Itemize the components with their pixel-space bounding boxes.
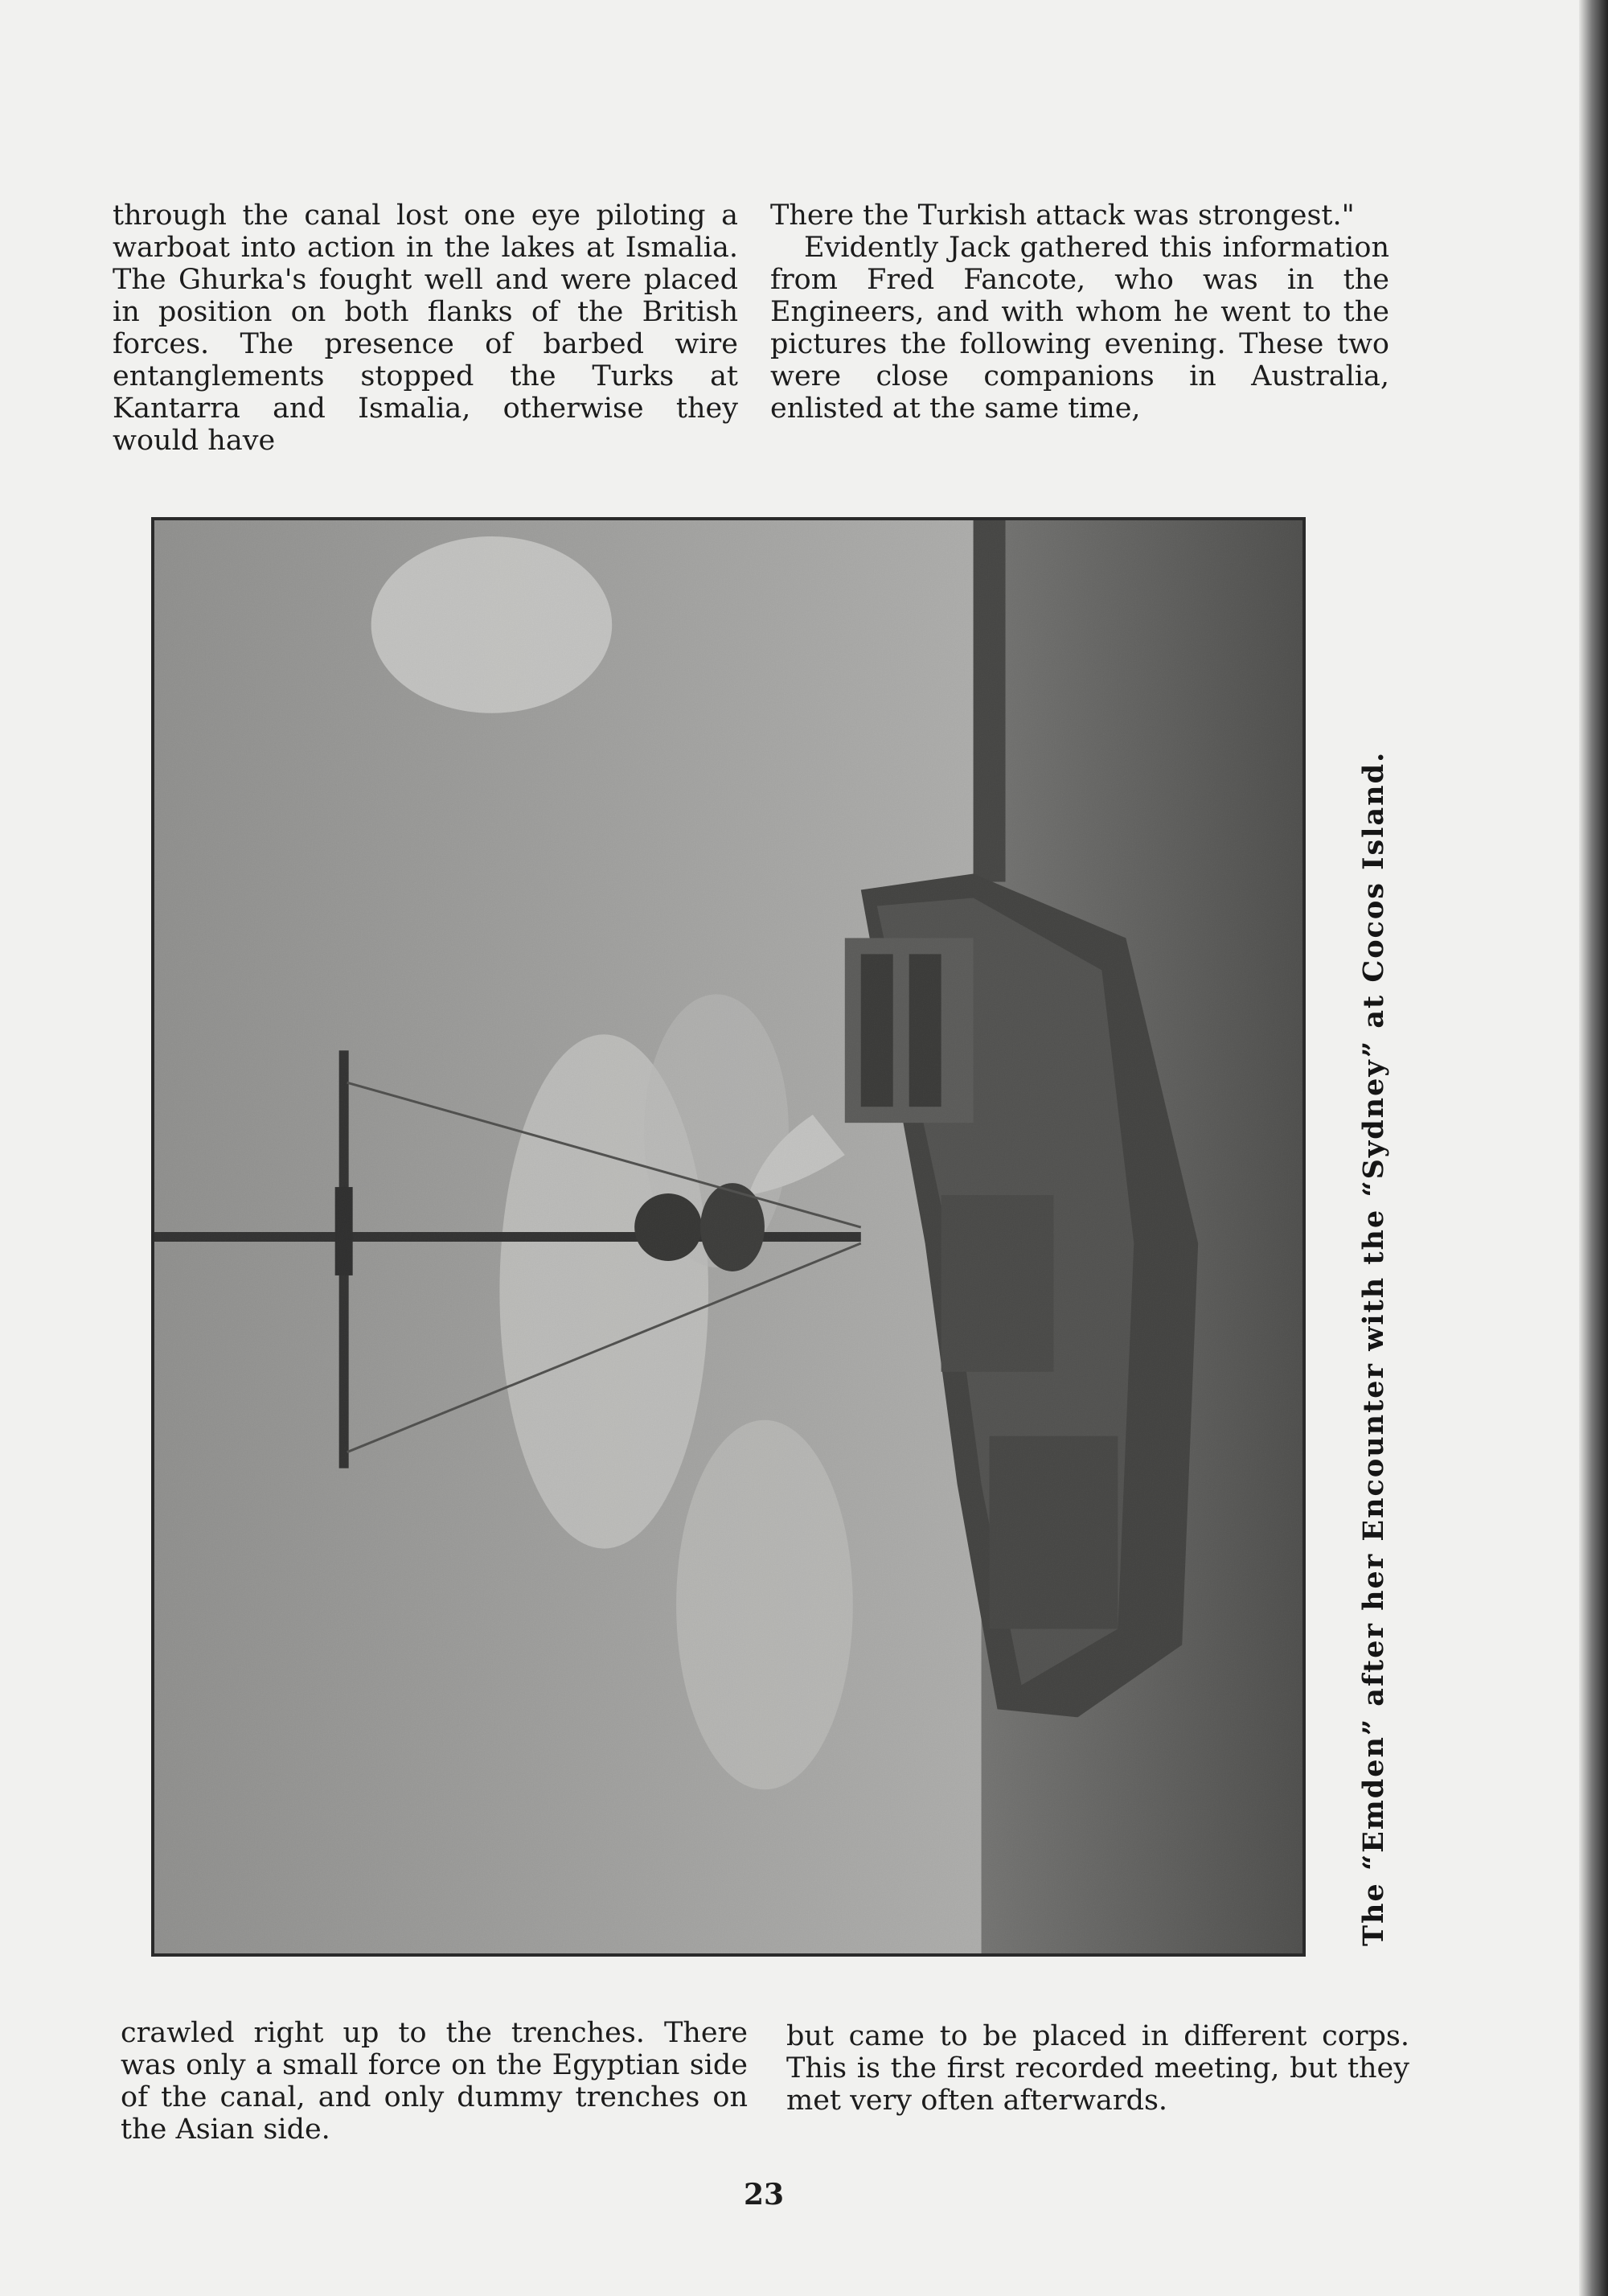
paragraph: but came to be placed in different corps. This is the first recorded meeting, but they met very often afterwards.: [786, 2020, 1409, 2117]
emden-wreck-photo: [154, 520, 1302, 1953]
paragraph: There the Turkish attack was strongest.": [770, 199, 1355, 232]
photo-caption: The “Emden” after her Encounter with the “Sydney” at Cocos Island.: [1357, 750, 1390, 1946]
text-column-top-left: [113, 199, 738, 457]
text-column-bottom-left: [121, 2017, 748, 2146]
text-column-bottom-right: [786, 2020, 1409, 2117]
paragraph: Evidently Jack gathered this information from Fred Fancote, who was in the Engineers, and with whom he went to the pictures the following evening. These two were close companions in Australia, enlisted at the same time,: [770, 232, 1389, 425]
text-column-top-right: [770, 199, 1389, 425]
ship-photograph: [151, 517, 1306, 1957]
paragraph: crawled right up to the trenches. There was only a small force on the Egyptian side of the canal, and only dummy trenches on the Asian side.: [121, 2017, 748, 2146]
paragraph: through the canal lost one eye piloting a warboat into action in the lakes at Ismalia. The Ghurka's fought well and were placed in position on both flanks of the British forces. The presence of barbed wire entanglements stopped the Turks at Kantarra and Ismalia, otherwise they would have: [113, 199, 738, 457]
page-binding-shadow: [1579, 0, 1608, 2296]
page-number: 23: [743, 2178, 785, 2212]
